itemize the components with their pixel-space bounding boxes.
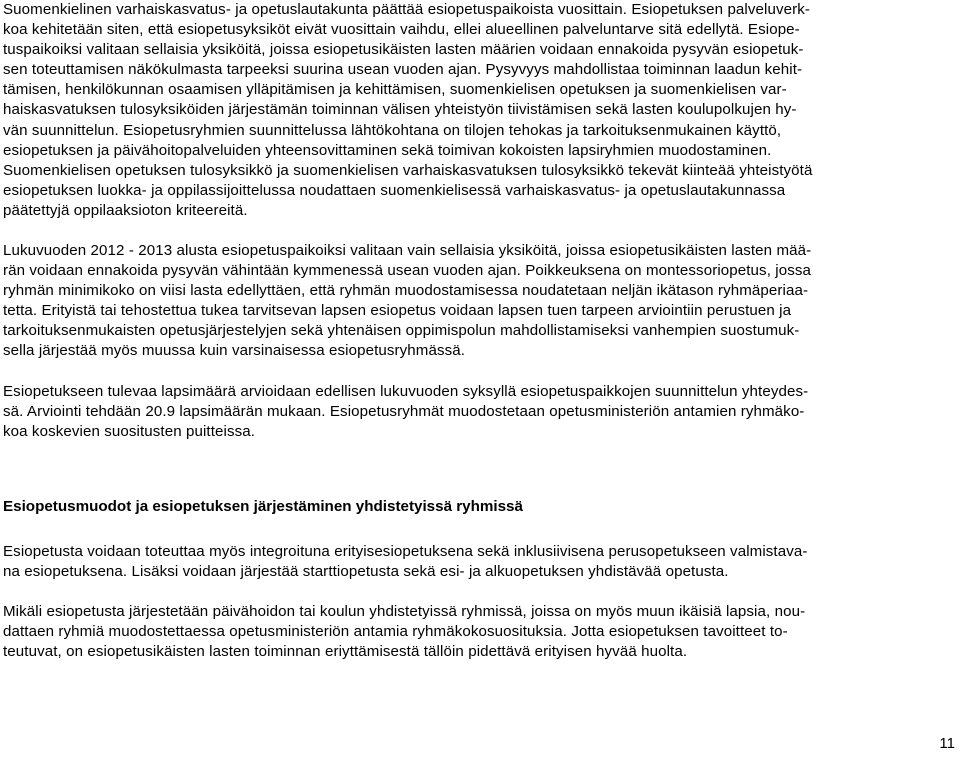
text-line: Esiopetusta voidaan toteuttaa myös integroituna erityisesiopetuksena sekä inklusiivisena perusopetukseen valmistava- <box>3 543 808 560</box>
paragraph-preschool-placement <box>3 0 958 221</box>
text-line: Suomenkielinen varhaiskasvatus- ja opetuslautakunta päättää esiopetuspaikoista vuosittain. Esiopetuksen palveluverk- <box>3 1 811 18</box>
text-line: Lukuvuoden 2012 - 2013 alusta esiopetuspaikoiksi valitaan vain sellaisia yksiköitä, joissa esiopetusikäisten lasten mää- <box>3 242 812 259</box>
text-line: dattaen ryhmiä muodostettaessa opetusministeriön antamia ryhmäkokosuosituksia. Jotta esiopetuksen tavoitteet to- <box>3 623 788 641</box>
text-line: Suomenkielisen opetuksen tulosyksikkö ja suomenkielisen varhaiskasvatuksen tulosyksikkö tekevät kiinteää yhteistyötä <box>3 161 813 179</box>
text-line: tämisen, henkilökunnan osaamisen ylläpitämisen ja kehittämisen, suomenkielisen opetuksen ja suomenkielisen var- <box>3 81 787 99</box>
text-line: rän voidaan ennakoida pysyvän vähintään kymmenessä usean vuoden ajan. Poikkeuksena on montessoriopetus, jossa <box>3 262 812 280</box>
text-line: esiopetuksen luokka- ja oppilassijoittelussa noudattaen suomenkielisessä varhaiskasvatus- ja opetuslautakunnassa <box>3 181 786 199</box>
text-line: tuspaikoiksi valitaan sellaisia yksiköitä, joissa esiopetusikäisten lasten määrien voidaan ennakoida pysyvän esiopetuk- <box>3 41 804 59</box>
text-line: na esiopetuksena. Lisäksi voidaan järjestää starttiopetusta sekä esi- ja alkuopetuksen yhdistävää opetusta. <box>3 563 729 581</box>
page-number: 11 <box>939 735 955 752</box>
paragraph-integrated-preschool <box>3 542 958 582</box>
section-heading: Esiopetusmuodot ja esiopetuksen järjestäminen yhdistetyissä ryhmissä <box>3 498 523 515</box>
text-line: vän suunnittelun. Esiopetusryhmien suunnittelussa lähtökohtana on tilojen tehokas ja tarkoituksenmukainen käyttö, <box>3 121 782 139</box>
text-line: tarkoituksenmukaisten opetusjärjestelyjen sekä yhtenäisen oppimispolun mahdollistamiseksi vanhempien suostumuk- <box>3 322 800 340</box>
text-line: sä. Arviointi tehdään 20.9 lapsimäärän mukaan. Esiopetusryhmät muodostetaan opetusministeriön antamien ryhmäko- <box>3 403 805 421</box>
text-line: sella järjestää myös muussa kuin varsinaisessa esiopetusryhmässä. <box>3 342 466 360</box>
text-line: ryhmän minimikoko on viisi lasta edellyttäen, että ryhmän muodostamisessa noudatetaan neljän ikätason ryhmäperiaa- <box>3 282 809 300</box>
text-line: teutuvat, on esiopetusikäisten lasten toiminnan eriyttämisestä tällöin pidettävä erityisen hyvää huolta. <box>3 643 688 661</box>
text-line: sen toteuttamisen näkökulmasta tarpeeksi suurina usean vuoden ajan. Pysyvyys mahdollistaa toiminnan laadun kehit- <box>3 61 803 79</box>
text-line: Esiopetukseen tulevaa lapsimäärä arvioidaan edellisen lukuvuoden syksyllä esiopetuspaikkojen suunnittelun yhteydes- <box>3 383 809 400</box>
paragraph-school-year-2012 <box>3 241 958 362</box>
text-line: koa kehitetään siten, että esiopetusyksiköt eivät vuosittain vaihdu, ellei alueellinen palveluntarve sitä edellytä. Esiope- <box>3 21 800 39</box>
text-line: esiopetuksen ja päivähoitopalveluiden yhteensovittaminen sekä toimivan kokoisten lapsiryhmien muodostaminen. <box>3 141 772 159</box>
text-line: päätettyjä oppilaaksioton kriteereitä. <box>3 201 248 219</box>
text-line: Mikäli esiopetusta järjestetään päivähoidon tai koulun yhdistetyissä ryhmissä, joissa on myös muun ikäisiä lapsia, nou- <box>3 603 806 620</box>
text-line: koa koskevien suositusten puitteissa. <box>3 423 256 441</box>
paragraph-child-count-estimate <box>3 382 958 442</box>
text-line: tetta. Erityistä tai tehostettua tukea tarvitsevan lapsen esiopetus voidaan lapsen tuen tarpeen arviointiin perustuen ja <box>3 302 792 320</box>
text-line: haiskasvatuksen tulosyksiköiden järjestämän toiminnan välisen yhteistyön tiivistämisen sekä lasten koulupolkujen hy- <box>3 101 797 119</box>
paragraph-combined-groups <box>3 602 958 662</box>
